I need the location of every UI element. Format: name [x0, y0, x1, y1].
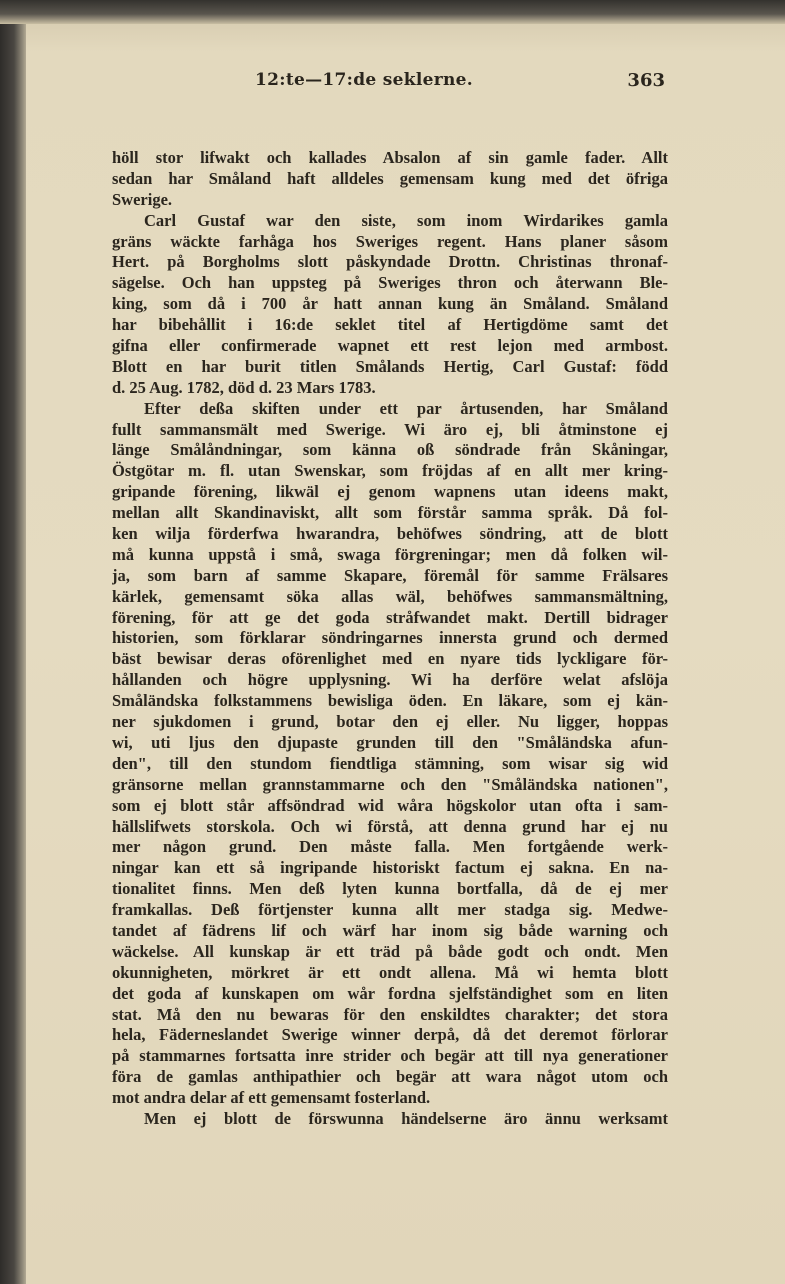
text-line: sägelse. Och han uppsteg på Sweriges thron och återwann Ble- [112, 273, 668, 293]
text-line: gränsorne mellan grannstammarne och den "Småländska nationen", [112, 774, 668, 794]
text-line: mellan allt Skandinaviskt, allt som förstår samma språk. Då fol- [112, 503, 668, 523]
page-top-shadow [0, 0, 785, 24]
text-line: Blott en har burit titlen Smålands Hertig, Carl Gustaf: född [112, 356, 668, 376]
text-line: ken wilja förderfwa hwarandra, behöfwes söndring, att de blott [112, 524, 668, 544]
text-line: gifna eller confirmerade wapnet ett rest lejon med armbost. [112, 336, 668, 356]
text-line: mot andra delar af ett gemensamt fosterland. [112, 1088, 431, 1108]
text-line: må kunna uppstå i små, swaga förgreningar; men då folken wil- [112, 544, 668, 564]
text-line: tandet af fädrens lif och wärf har inom sig både warning och [112, 920, 668, 940]
text-line: gripande förening, likwäl ej genom wapnens utan ideens makt, [112, 482, 668, 502]
text-line: länge Smålåndningar, som känna oß söndrade från Skåningar, [112, 440, 668, 460]
text-line: wi, uti ljus den djupaste grunden till den "Småländska afun- [112, 732, 668, 752]
text-line: framkallas. Deß förtjenster kunna allt mer stadga sig. Medwe- [112, 900, 668, 920]
text-line: sedan har Småland haft alldeles gemensam kung med det öfriga [112, 168, 668, 188]
text-line: höll stor lifwakt och kallades Absalon af sin gamle fader. Allt [112, 148, 668, 167]
text-line: ja, som barn af samme Skapare, föremål för samme Frälsares [112, 565, 668, 585]
text-line: Hert. på Borgholms slott påskyndade Drottn. Christinas thronaf- [112, 252, 668, 272]
text-line: Men ej blott de förswunna händelserne äro ännu werksamt [144, 1108, 668, 1128]
text-line: gräns wäckte farhåga hos Sweriges regent. Hans planer såsom [112, 231, 668, 251]
text-line: okunnigheten, mörkret är ett ondt allena. Må wi hemta blott [112, 962, 668, 982]
text-line: historien, som förklarar söndringarnes innersta grund och dermed [112, 628, 668, 648]
text-line: den", till den stundom fiendtliga stämning, som wisar sig wid [112, 753, 668, 773]
text-line: d. 25 Aug. 1782, död d. 23 Mars 1783. [112, 377, 376, 397]
text-line: har bibehållit i 16:de seklet titel af Hertigdöme samt det [112, 315, 668, 335]
text-line: Efter deßa skiften under ett par årtusenden, har Småland [144, 398, 668, 418]
text-line: kärlek, gemensamt söka allas wäl, behöfwes sammansmältning, [112, 586, 668, 606]
text-line: wäckelse. All kunskap är ett träd på både godt och ondt. Men [112, 941, 668, 961]
page-number: 363 [627, 70, 665, 91]
text-line: det goda af kunskapen om wår fordna sjelfständighet som en liten [112, 983, 668, 1003]
text-line: fullt sammansmält med Swerige. Wi äro ej, bli åtminstone ej [112, 419, 668, 439]
text-line: Östgötar m. fl. utan Swenskar, som fröjdas af en allt mer kring- [112, 461, 668, 481]
text-line: hela, Fäderneslandet Swerige winner derpå, då det deremot förlorar [112, 1025, 668, 1045]
text-line: Carl Gustaf war den siste, som inom Wirdarikes gamla [144, 210, 668, 230]
text-line: ningar kan ett så ingripande historiskt factum ej sakna. En na- [112, 858, 668, 878]
text-line: hällslifwets storskola. Och wi förstå, att denna grund har ej nu [112, 816, 668, 836]
running-header [255, 70, 665, 94]
text-line: förening, för att ge det goda stråfwandet makt. Dertill bidrager [112, 607, 668, 627]
text-line: på stammarnes fortsatta inre strider och begär att till nya generationer [112, 1046, 668, 1066]
text-line: tionalitet finns. Men deß lyten kunna bortfalla, då de ej mer [112, 879, 668, 899]
text-line: ner sjukdomen i grund, botar den ej eller. Nu ligger, hoppas [112, 712, 668, 732]
text-line: hållanden och högre upplysning. Wi ha derföre welat afslöja [112, 670, 668, 690]
text-line: king, som då i 700 år hatt annan kung än Småland. Småland [112, 294, 668, 314]
running-title: 12:te—17:de seklerne. [255, 70, 473, 90]
text-line: föra de gamlas anthipathier och begär att wara något utom och [112, 1067, 668, 1087]
body-text [112, 148, 668, 1130]
text-line: bäst bewisar deras oförenlighet med en nyare tids lyckligare för- [112, 649, 668, 669]
text-line: Småländska folkstammens bewisliga öden. En läkare, som ej kän- [112, 691, 668, 711]
text-line: Swerige. [112, 189, 173, 209]
text-line: som ej blott står affsöndrad wid wåra högskolor utan ofta i sam- [112, 795, 668, 815]
text-line: stat. Må den nu bewaras för den enskildtes charakter; det stora [112, 1004, 668, 1024]
text-line: mer någon grund. Den måste falla. Men fortgående werk- [112, 837, 668, 857]
